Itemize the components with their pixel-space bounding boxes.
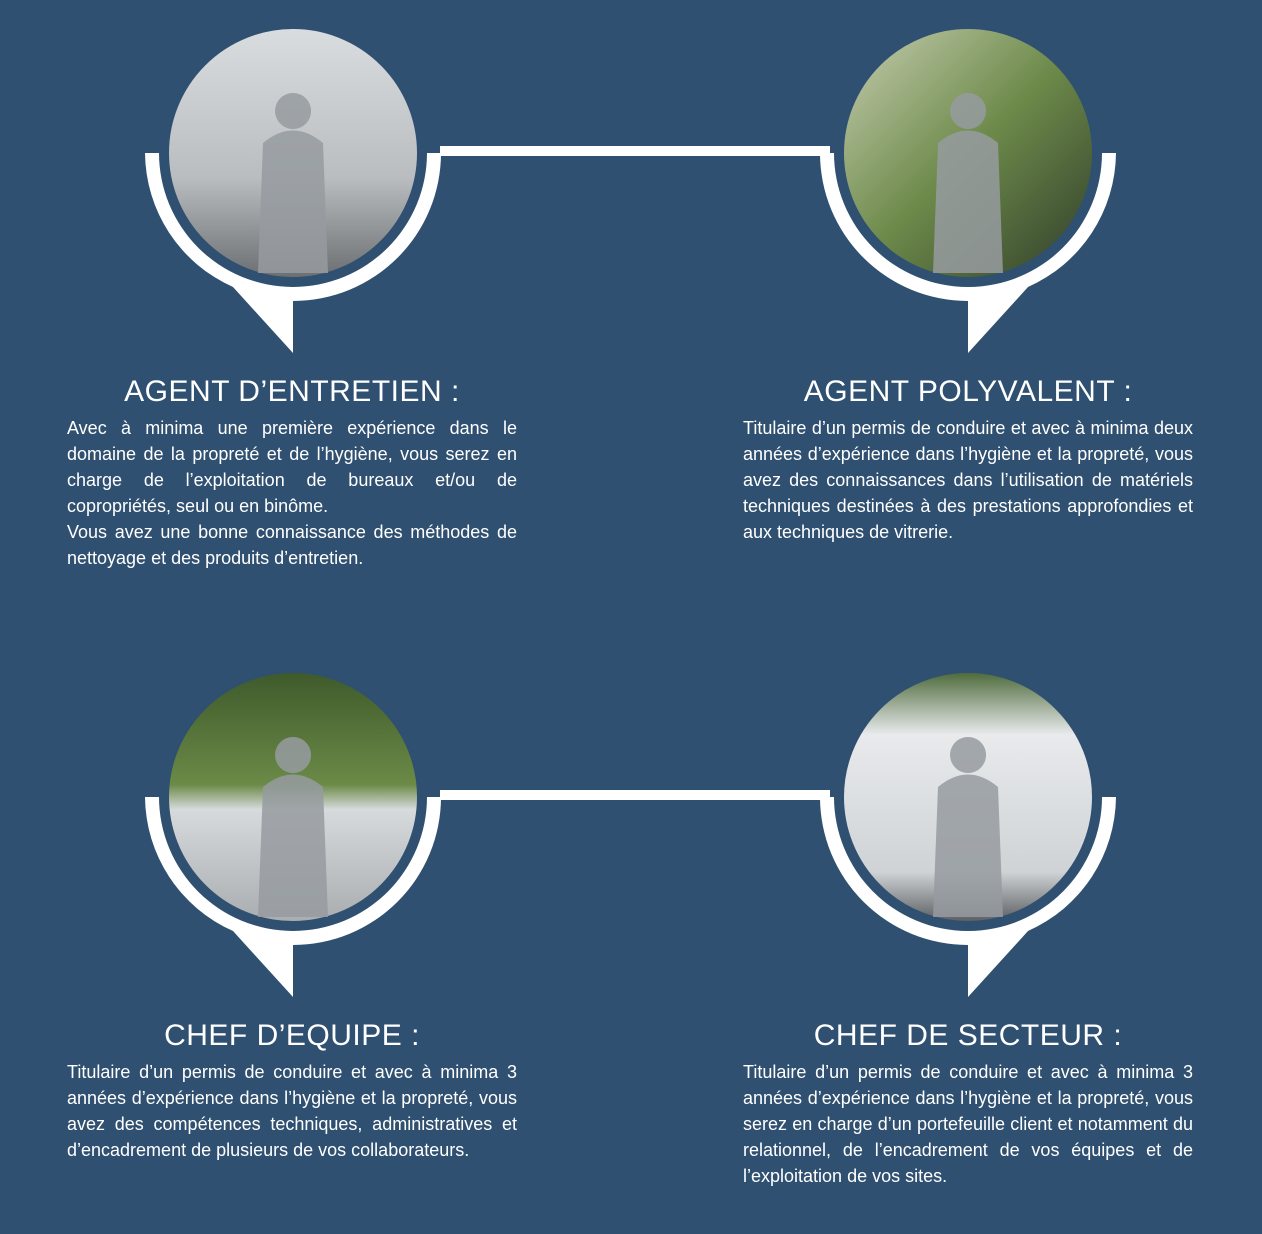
- pin-agent-entretien: [145, 28, 441, 353]
- card-title: AGENT POLYVALENT :: [803, 375, 1133, 408]
- card-title: AGENT D’ENTRETIEN :: [124, 375, 460, 408]
- card-text: Titulaire d’un permis de conduire et avec à minima 3 années d’expérience dans l’hygiène et la propreté, vous serez en charge d’un portefeuille client et notamment du relationnel, de l’encadrement de vos équipes et de l’exploitation de vos sites.: [743, 1062, 1193, 1186]
- card-text: Titulaire d’un permis de conduire et avec à minima deux années d’expérience dans l’hygiène et la propreté, vous avez des connaissances dans l’utilisation de matériels techniques destinées à des prestations approfondies et aux techniques de vitrerie.: [743, 418, 1193, 542]
- card-text: Titulaire d’un permis de conduire et avec à minima 3 années d’expérience dans l’hygiène et la propreté, vous avez des compétences techniques, administratives et d’encadrement de plusieurs de vos collaborateurs.: [67, 1062, 517, 1160]
- pin-agent-polyvalent: [820, 28, 1116, 353]
- connector-line-bottom: [440, 790, 830, 800]
- card-text: Avec à minima une première expérience dans le domaine de la propreté et de l’hygiène, vous serez en charge de l’exploitation de bureaux et/ou de copropriétés, seul ou en binôme. Vous avez une bonne connaissance des méthodes de nettoyage et des produits d’entretien.: [67, 418, 517, 568]
- card-title: CHEF DE SECTEUR :: [813, 1019, 1123, 1052]
- pin-chef-equipe: [145, 672, 441, 997]
- card-agent-entretien: [67, 375, 517, 571]
- card-title: CHEF D’EQUIPE :: [164, 1019, 420, 1052]
- connector-line-top: [440, 146, 830, 156]
- card-agent-polyvalent: [743, 375, 1193, 545]
- pin-chef-secteur: [820, 672, 1116, 997]
- card-chef-secteur: [743, 1019, 1193, 1189]
- card-chef-equipe: [67, 1019, 517, 1163]
